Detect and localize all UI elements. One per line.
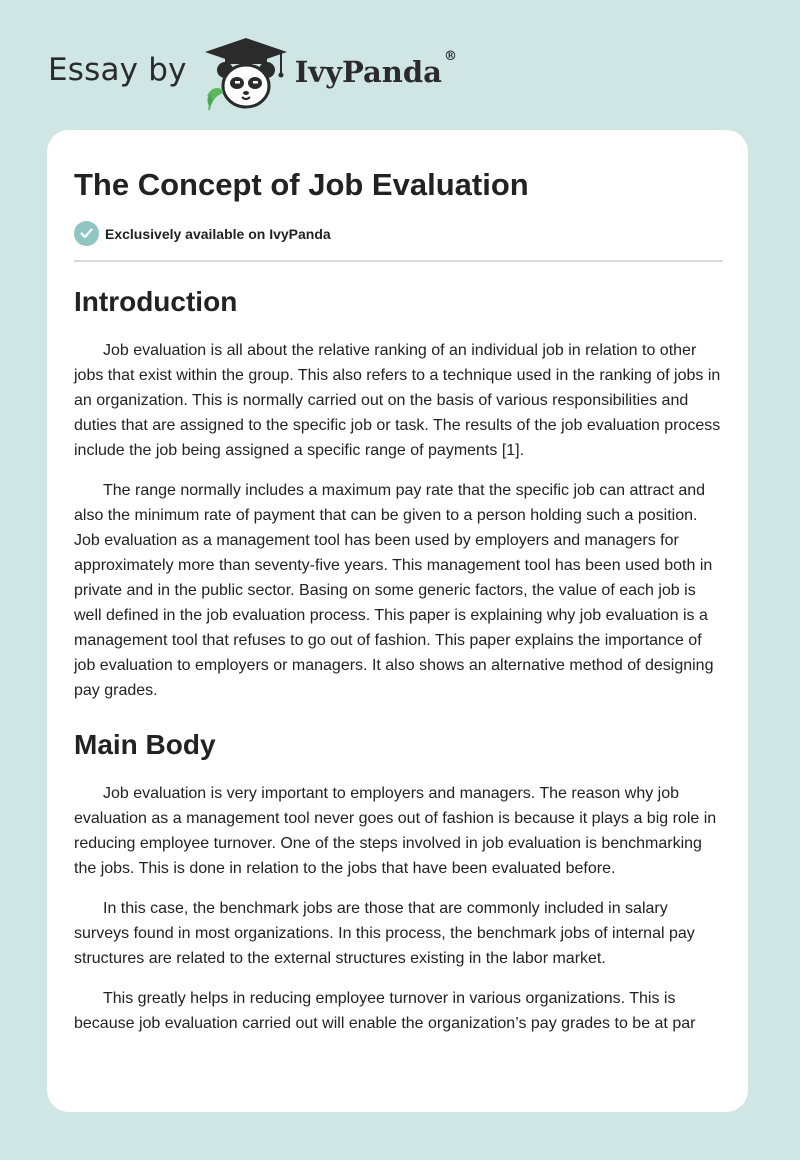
check-circle-icon: [74, 221, 99, 246]
section-heading-introduction: Introduction: [74, 286, 238, 317]
paragraph: Job evaluation is very important to employers and managers. The reason why job evaluation as a management tool never goes out of fashion is because it plays a big role in reducing employee turnover. One of the steps involved in job evaluation is benchmarking the jobs. This is done in relation to the jobs that have been evaluated before.: [74, 785, 717, 877]
section-heading-main-body: Main Body: [74, 729, 216, 760]
page-title: The Concept of Job Evaluation: [74, 167, 529, 202]
paragraph: This greatly helps in reducing employee turnover in various organizations. This is because job evaluation carried out will enable the organization’s pay grades to be at par: [74, 990, 696, 1032]
paragraph: The range normally includes a maximum pay rate that the specific job can attract and also the minimum rate of payment that can be given to a person holding such a position. Job evaluation as a management tool has been used by employers and managers for approximately more than seventy-five years. This management tool has been used both in private and in the public sector. Basing on some generic factors, the value of each job is well defined in the job evaluation process. This paper is explaining why job evaluation is a management tool that refuses to go out of fashion. This paper explains the importance of job evaluation to employers or managers. It also shows an alternative method of designing pay grades.: [74, 482, 714, 699]
essay-by-label: Essay by: [48, 52, 187, 88]
essay-body: [74, 280, 723, 1036]
brand-name: IvyPanda ®: [294, 49, 457, 89]
exclusive-label: Exclusively available on IvyPanda: [105, 225, 331, 242]
paragraph: In this case, the benchmark jobs are those that are commonly included in salary surveys found in most organizations. In this process, the benchmark jobs of internal pay structures are related to the external structures existing in the labor market.: [74, 900, 695, 967]
panda-graduate-logo-icon: [201, 34, 291, 114]
exclusive-badge: [74, 221, 331, 246]
essay-card: [47, 130, 748, 1112]
paragraph: Job evaluation is all about the relative ranking of an individual job in relation to other jobs that exist within the group. This also refers to a technique used in the ranking of jobs in an organization. This is normally carried out on the basis of various responsibilities and duties that are assigned to the specific job or task. The results of the job evaluation process include the job being assigned a specific range of payments [1].: [74, 342, 721, 459]
title-divider: [74, 260, 723, 262]
site-brand[interactable]: [48, 34, 457, 114]
